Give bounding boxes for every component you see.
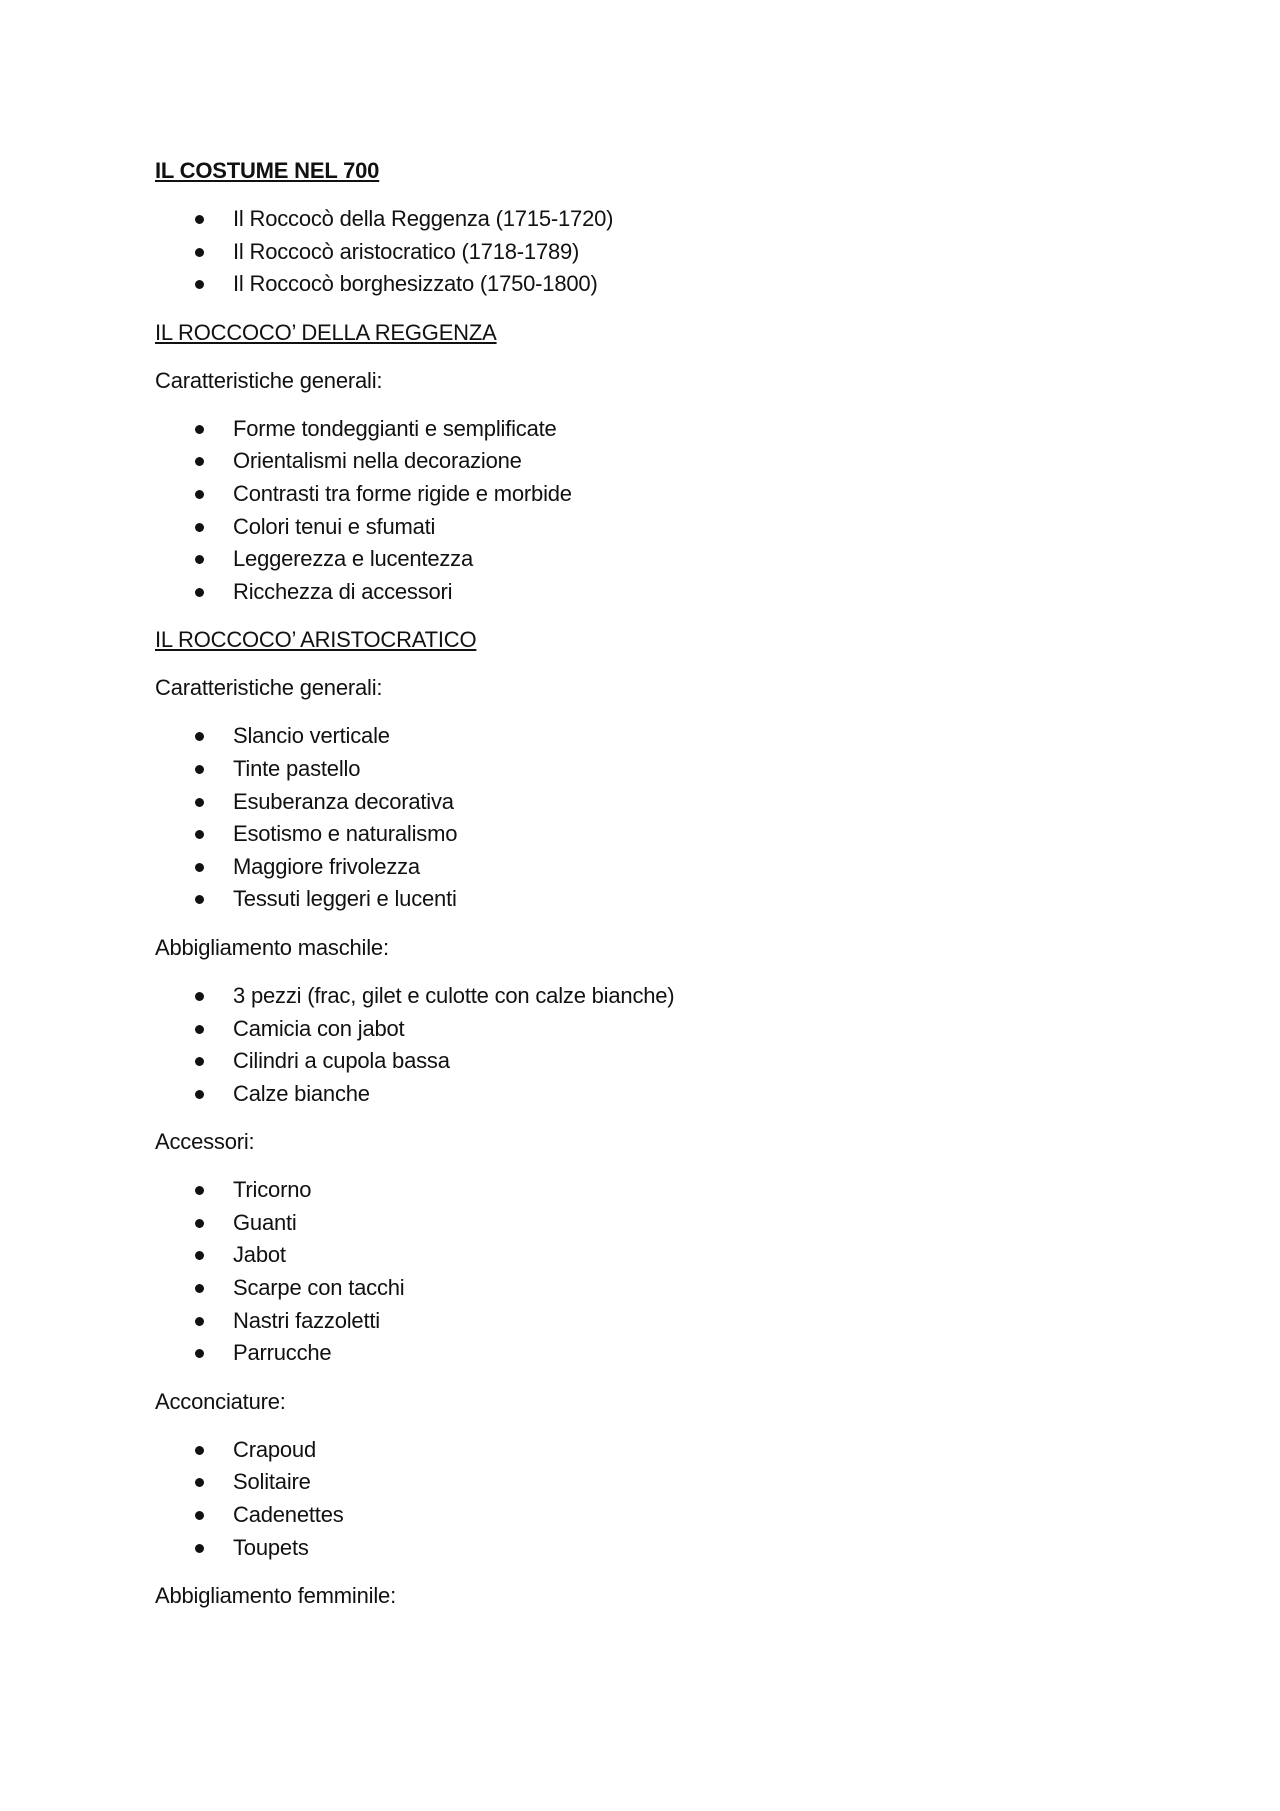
list-item bbox=[155, 236, 1155, 269]
list-item-text: Forme tondeggianti e semplificate bbox=[233, 415, 557, 441]
list-item bbox=[155, 753, 1155, 786]
list-item-text: Orientalismi nella decorazione bbox=[233, 448, 522, 474]
list-item bbox=[155, 1239, 1155, 1272]
list-item-text: Tessuti leggeri e lucenti bbox=[233, 886, 457, 912]
section-label-maschile: Abbigliamento maschile: bbox=[155, 934, 389, 960]
bullet-icon bbox=[195, 798, 204, 807]
list-item-text: Leggerezza e lucentezza bbox=[233, 546, 474, 572]
bullet-icon bbox=[195, 992, 204, 1001]
list-item bbox=[155, 511, 1155, 544]
list-item bbox=[155, 543, 1155, 576]
bullet-icon bbox=[195, 1186, 204, 1195]
list-item-text: Il Roccocò aristocratico (1718-1789) bbox=[233, 238, 580, 264]
list-item bbox=[155, 1207, 1155, 1240]
list-item-text: Il Roccocò della Reggenza (1715-1720) bbox=[233, 206, 614, 231]
bullet-icon bbox=[195, 1511, 204, 1520]
bullet-icon bbox=[195, 1251, 204, 1260]
list-item-text: 3 pezzi (frac, gilet e culotte con calze bianche) bbox=[233, 982, 675, 1008]
bullet-icon bbox=[195, 1057, 204, 1066]
bullet-icon bbox=[195, 765, 204, 774]
list-item-text: Parrucche bbox=[233, 1340, 332, 1366]
bullet-icon bbox=[195, 732, 204, 741]
list-item bbox=[155, 445, 1155, 478]
list-item bbox=[155, 1013, 1155, 1046]
section-label-accessori: Accessori: bbox=[155, 1129, 255, 1155]
bullet-icon bbox=[195, 523, 204, 532]
list-item-text: Tinte pastello bbox=[233, 755, 361, 781]
section-heading-reggenza: IL ROCCOCO’ DELLA REGGENZA bbox=[155, 319, 497, 345]
bullet-icon bbox=[195, 1544, 204, 1553]
bullet-icon bbox=[195, 1284, 204, 1293]
reggenza-list bbox=[155, 413, 1155, 609]
list-item-text: Tricorno bbox=[233, 1177, 312, 1203]
list-item bbox=[155, 1499, 1155, 1532]
list-item-text: Ricchezza di accessori bbox=[233, 578, 453, 604]
list-item bbox=[155, 1337, 1155, 1370]
bullet-icon bbox=[195, 425, 204, 434]
bullet-icon bbox=[195, 588, 204, 597]
list-item-text: Toupets bbox=[233, 1534, 309, 1560]
list-item-text: Esuberanza decorativa bbox=[233, 788, 454, 814]
bullet-icon bbox=[195, 1025, 204, 1034]
list-item bbox=[155, 720, 1155, 753]
list-item bbox=[155, 1466, 1155, 1499]
list-item bbox=[155, 1532, 1155, 1565]
list-item-text: Jabot bbox=[233, 1242, 286, 1268]
list-item bbox=[155, 1174, 1155, 1207]
list-item-text: Camicia con jabot bbox=[233, 1015, 405, 1041]
bullet-icon bbox=[195, 457, 204, 466]
list-item-text: Nastri fazzoletti bbox=[233, 1307, 380, 1333]
list-item bbox=[155, 576, 1155, 609]
accessori-list bbox=[155, 1174, 1155, 1370]
bullet-icon bbox=[195, 1090, 204, 1099]
list-item bbox=[155, 413, 1155, 446]
bullet-icon bbox=[195, 895, 204, 904]
list-item-text: Cilindri a cupola bassa bbox=[233, 1048, 450, 1074]
list-item-text: Colori tenui e sfumati bbox=[233, 513, 436, 539]
bullet-icon bbox=[195, 1317, 204, 1326]
list-item bbox=[155, 851, 1155, 884]
list-item bbox=[155, 818, 1155, 851]
section-label: Caratteristiche generali: bbox=[155, 367, 383, 393]
section-label: Caratteristiche generali: bbox=[155, 675, 383, 701]
list-item-text: Calze bianche bbox=[233, 1080, 370, 1106]
list-item-text: Cadenettes bbox=[233, 1502, 344, 1528]
list-item-text: Maggiore frivolezza bbox=[233, 853, 420, 879]
list-item bbox=[155, 268, 1155, 301]
bullet-icon bbox=[195, 1478, 204, 1487]
bullet-icon bbox=[195, 863, 204, 872]
list-item-text: Solitaire bbox=[233, 1469, 311, 1495]
bullet-icon bbox=[195, 830, 204, 839]
list-item bbox=[155, 1305, 1155, 1338]
document-page bbox=[155, 155, 1155, 1628]
list-item-text: Crapoud bbox=[233, 1436, 316, 1462]
section-label-acconciature: Acconciature: bbox=[155, 1388, 286, 1414]
bullet-icon bbox=[195, 280, 204, 289]
bullet-icon bbox=[195, 1446, 204, 1455]
bullet-icon bbox=[195, 248, 204, 257]
list-item-text: Esotismo e naturalismo bbox=[233, 821, 458, 847]
section-label-femminile: Abbigliamento femminile: bbox=[155, 1583, 396, 1609]
list-item bbox=[155, 1078, 1155, 1111]
aristocratico-list bbox=[155, 720, 1155, 916]
list-item-text: Scarpe con tacchi bbox=[233, 1275, 405, 1301]
bullet-icon bbox=[195, 215, 204, 224]
bullet-icon bbox=[195, 555, 204, 564]
list-item bbox=[155, 478, 1155, 511]
bullet-icon bbox=[195, 1349, 204, 1358]
list-item bbox=[155, 883, 1155, 916]
maschile-list bbox=[155, 980, 1155, 1110]
list-item bbox=[155, 203, 1155, 236]
section-heading-aristocratico: IL ROCCOCO’ ARISTOCRATICO bbox=[155, 627, 477, 653]
list-item bbox=[155, 1434, 1155, 1467]
list-item-text: Slancio verticale bbox=[233, 723, 390, 749]
list-item bbox=[155, 980, 1155, 1013]
list-item-text: Contrasti tra forme rigide e morbide bbox=[233, 480, 572, 506]
list-item bbox=[155, 1272, 1155, 1305]
list-item-text: Il Roccocò borghesizzato (1750-1800) bbox=[233, 271, 598, 297]
document-title: IL COSTUME NEL 700 bbox=[155, 158, 380, 183]
bullet-icon bbox=[195, 1219, 204, 1228]
periods-list bbox=[155, 203, 1155, 301]
list-item bbox=[155, 1045, 1155, 1078]
acconciature-list bbox=[155, 1434, 1155, 1564]
list-item-text: Guanti bbox=[233, 1209, 297, 1235]
list-item bbox=[155, 786, 1155, 819]
bullet-icon bbox=[195, 490, 204, 499]
